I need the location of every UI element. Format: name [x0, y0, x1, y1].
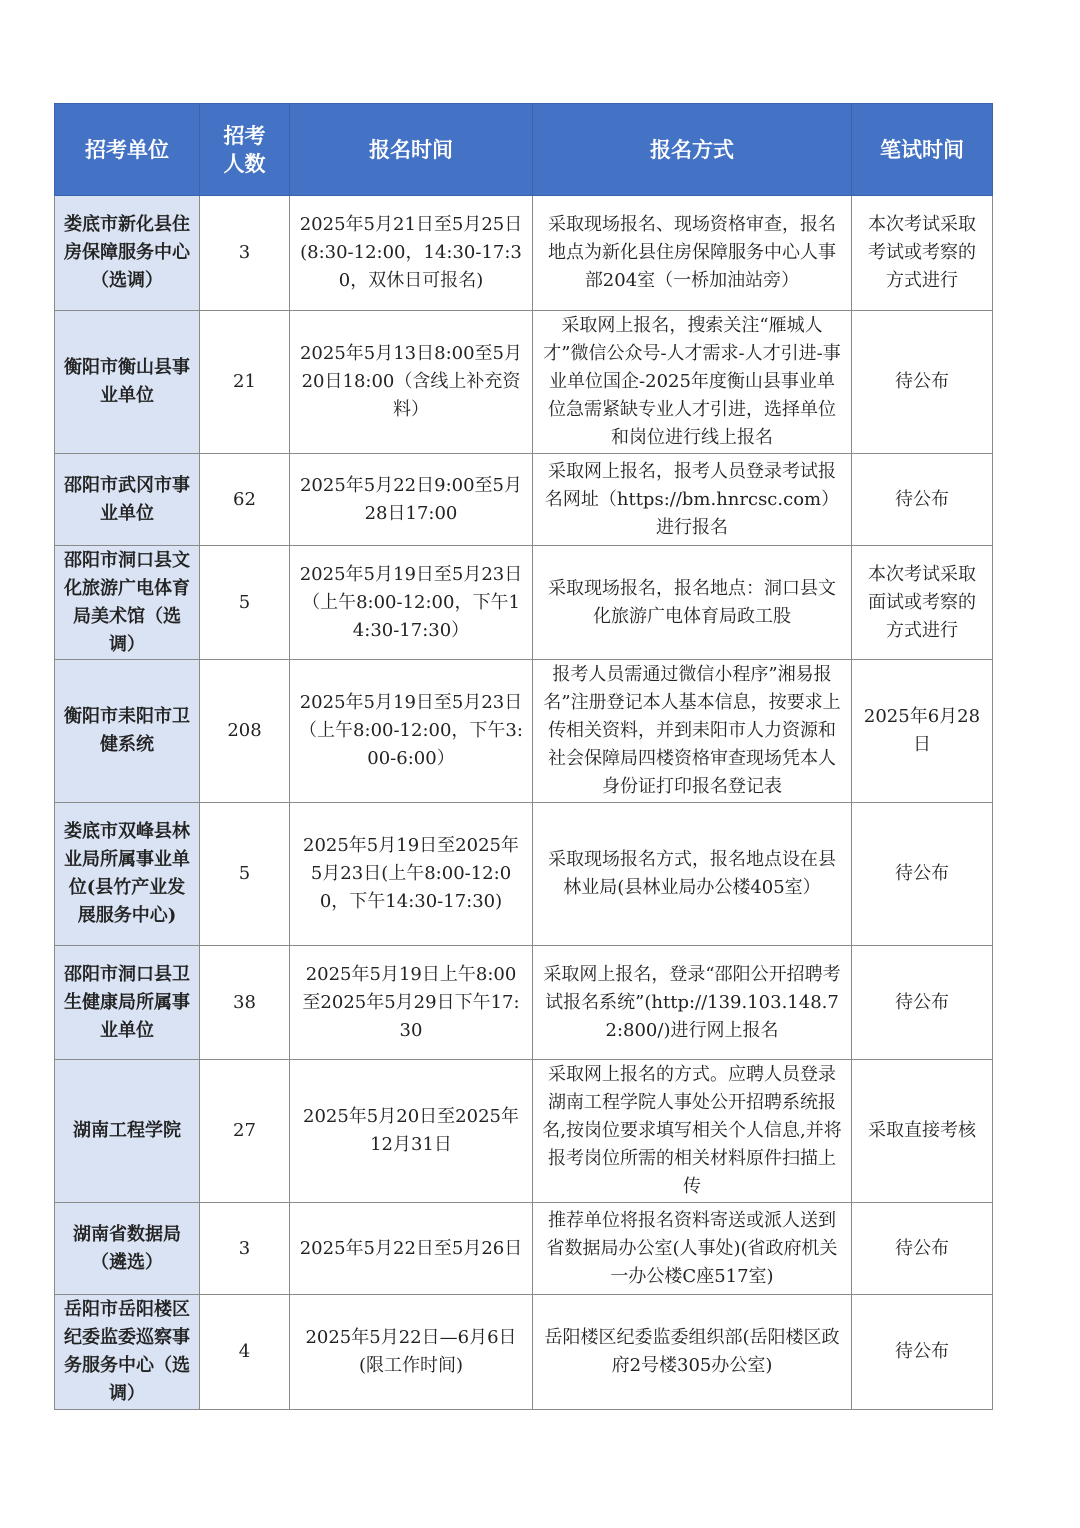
table-row — [55, 1203, 993, 1295]
cell-method: 岳阳楼区纪委监委组织部(岳阳楼区政府2号楼305办公室) — [533, 1295, 852, 1410]
table-row — [55, 546, 993, 660]
cell-exam: 待公布 — [852, 454, 993, 546]
cell-exam: 待公布 — [852, 311, 993, 454]
cell-time: 2025年5月22日至5月26日 — [290, 1203, 533, 1295]
cell-exam: 采取直接考核 — [852, 1060, 993, 1203]
header-time: 报名时间 — [290, 104, 533, 196]
header-exam: 笔试时间 — [852, 104, 993, 196]
header-method: 报名方式 — [533, 104, 852, 196]
cell-method: 采取现场报名，报名地点：洞口县文化旅游广电体育局政工股 — [533, 546, 852, 660]
cell-count: 3 — [200, 196, 290, 311]
cell-time: 2025年5月21日至5月25日(8:30-12:00，14:30-17:30，双休日可报名) — [290, 196, 533, 311]
cell-time: 2025年5月19日至5月23日（上午8:00-12:00，下午3:00-6:00） — [290, 660, 533, 803]
table-row — [55, 1060, 993, 1203]
cell-exam: 待公布 — [852, 1295, 993, 1410]
cell-method: 推荐单位将报名资料寄送或派人送到省数据局办公室(人事处)(省政府机关一办公楼C座517室) — [533, 1203, 852, 1295]
recruitment-table — [54, 103, 993, 1410]
cell-exam: 待公布 — [852, 946, 993, 1060]
cell-time: 2025年5月13日8:00至5月20日18:00（含线上补充资料） — [290, 311, 533, 454]
cell-unit: 邵阳市洞口县卫生健康局所属事业单位 — [55, 946, 200, 1060]
cell-unit: 湖南工程学院 — [55, 1060, 200, 1203]
cell-method: 采取网上报名，登录“邵阳公开招聘考试报名系统”(http://139.103.148.72:800/)进行网上报名 — [533, 946, 852, 1060]
cell-exam: 待公布 — [852, 803, 993, 946]
cell-time: 2025年5月19日至5月23日（上午8:00-12:00，下午14:30-17:30） — [290, 546, 533, 660]
cell-unit: 衡阳市衡山县事业单位 — [55, 311, 200, 454]
cell-unit: 岳阳市岳阳楼区纪委监委巡察事务服务中心（选调） — [55, 1295, 200, 1410]
table-row — [55, 196, 993, 311]
cell-unit: 娄底市新化县住房保障服务中心（选调） — [55, 196, 200, 311]
cell-count: 3 — [200, 1203, 290, 1295]
cell-count: 208 — [200, 660, 290, 803]
cell-count: 38 — [200, 946, 290, 1060]
table-row — [55, 454, 993, 546]
cell-time: 2025年5月19日上午8:00至2025年5月29日下午17:30 — [290, 946, 533, 1060]
cell-time: 2025年5月20日至2025年12月31日 — [290, 1060, 533, 1203]
cell-time: 2025年5月22日—6月6日(限工作时间) — [290, 1295, 533, 1410]
cell-unit: 娄底市双峰县林业局所属事业单位(县竹产业发展服务中心) — [55, 803, 200, 946]
cell-count: 5 — [200, 546, 290, 660]
cell-time: 2025年5月19日至2025年5月23日(上午8:00-12:00，下午14:30-17:30) — [290, 803, 533, 946]
cell-method: 采取现场报名、现场资格审查，报名地点为新化县住房保障服务中心人事部204室（一桥加油站旁） — [533, 196, 852, 311]
cell-count: 27 — [200, 1060, 290, 1203]
table-row — [55, 946, 993, 1060]
table-row — [55, 660, 993, 803]
cell-count: 21 — [200, 311, 290, 454]
table-row — [55, 803, 993, 946]
cell-method: 采取网上报名的方式。应聘人员登录湖南工程学院人事处公开招聘系统报名,按岗位要求填写相关个人信息,并将报考岗位所需的相关材料原件扫描上传 — [533, 1060, 852, 1203]
table-row — [55, 311, 993, 454]
cell-exam: 本次考试采取考试或考察的方式进行 — [852, 196, 993, 311]
cell-method: 采取网上报名，报考人员登录考试报名网址（https://bm.hnrcsc.com）进行报名 — [533, 454, 852, 546]
cell-method: 采取网上报名，搜索关注“雁城人才”微信公众号-人才需求-人才引进-事业单位国企-2025年度衡山县事业单位急需紧缺专业人才引进，选择单位和岗位进行线上报名 — [533, 311, 852, 454]
cell-method: 报考人员需通过微信小程序”湘易报名”注册登记本人基本信息，按要求上传相关资料，并到耒阳市人力资源和社会保障局四楼资格审查现场凭本人身份证打印报名登记表 — [533, 660, 852, 803]
header-count: 招考 人数 — [200, 104, 290, 196]
table-row — [55, 1295, 993, 1410]
cell-count: 62 — [200, 454, 290, 546]
cell-unit: 湖南省数据局（遴选） — [55, 1203, 200, 1295]
header-unit: 招考单位 — [55, 104, 200, 196]
cell-exam: 2025年6月28日 — [852, 660, 993, 803]
cell-exam: 本次考试采取面试或考察的方式进行 — [852, 546, 993, 660]
cell-unit: 邵阳市洞口县文化旅游广电体育局美术馆（选调） — [55, 546, 200, 660]
cell-count: 5 — [200, 803, 290, 946]
cell-method: 采取现场报名方式，报名地点设在县林业局(县林业局办公楼405室） — [533, 803, 852, 946]
cell-count: 4 — [200, 1295, 290, 1410]
cell-exam: 待公布 — [852, 1203, 993, 1295]
cell-unit: 衡阳市耒阳市卫健系统 — [55, 660, 200, 803]
table-header-row — [55, 104, 993, 196]
cell-unit: 邵阳市武冈市事业单位 — [55, 454, 200, 546]
cell-time: 2025年5月22日9:00至5月28日17:00 — [290, 454, 533, 546]
